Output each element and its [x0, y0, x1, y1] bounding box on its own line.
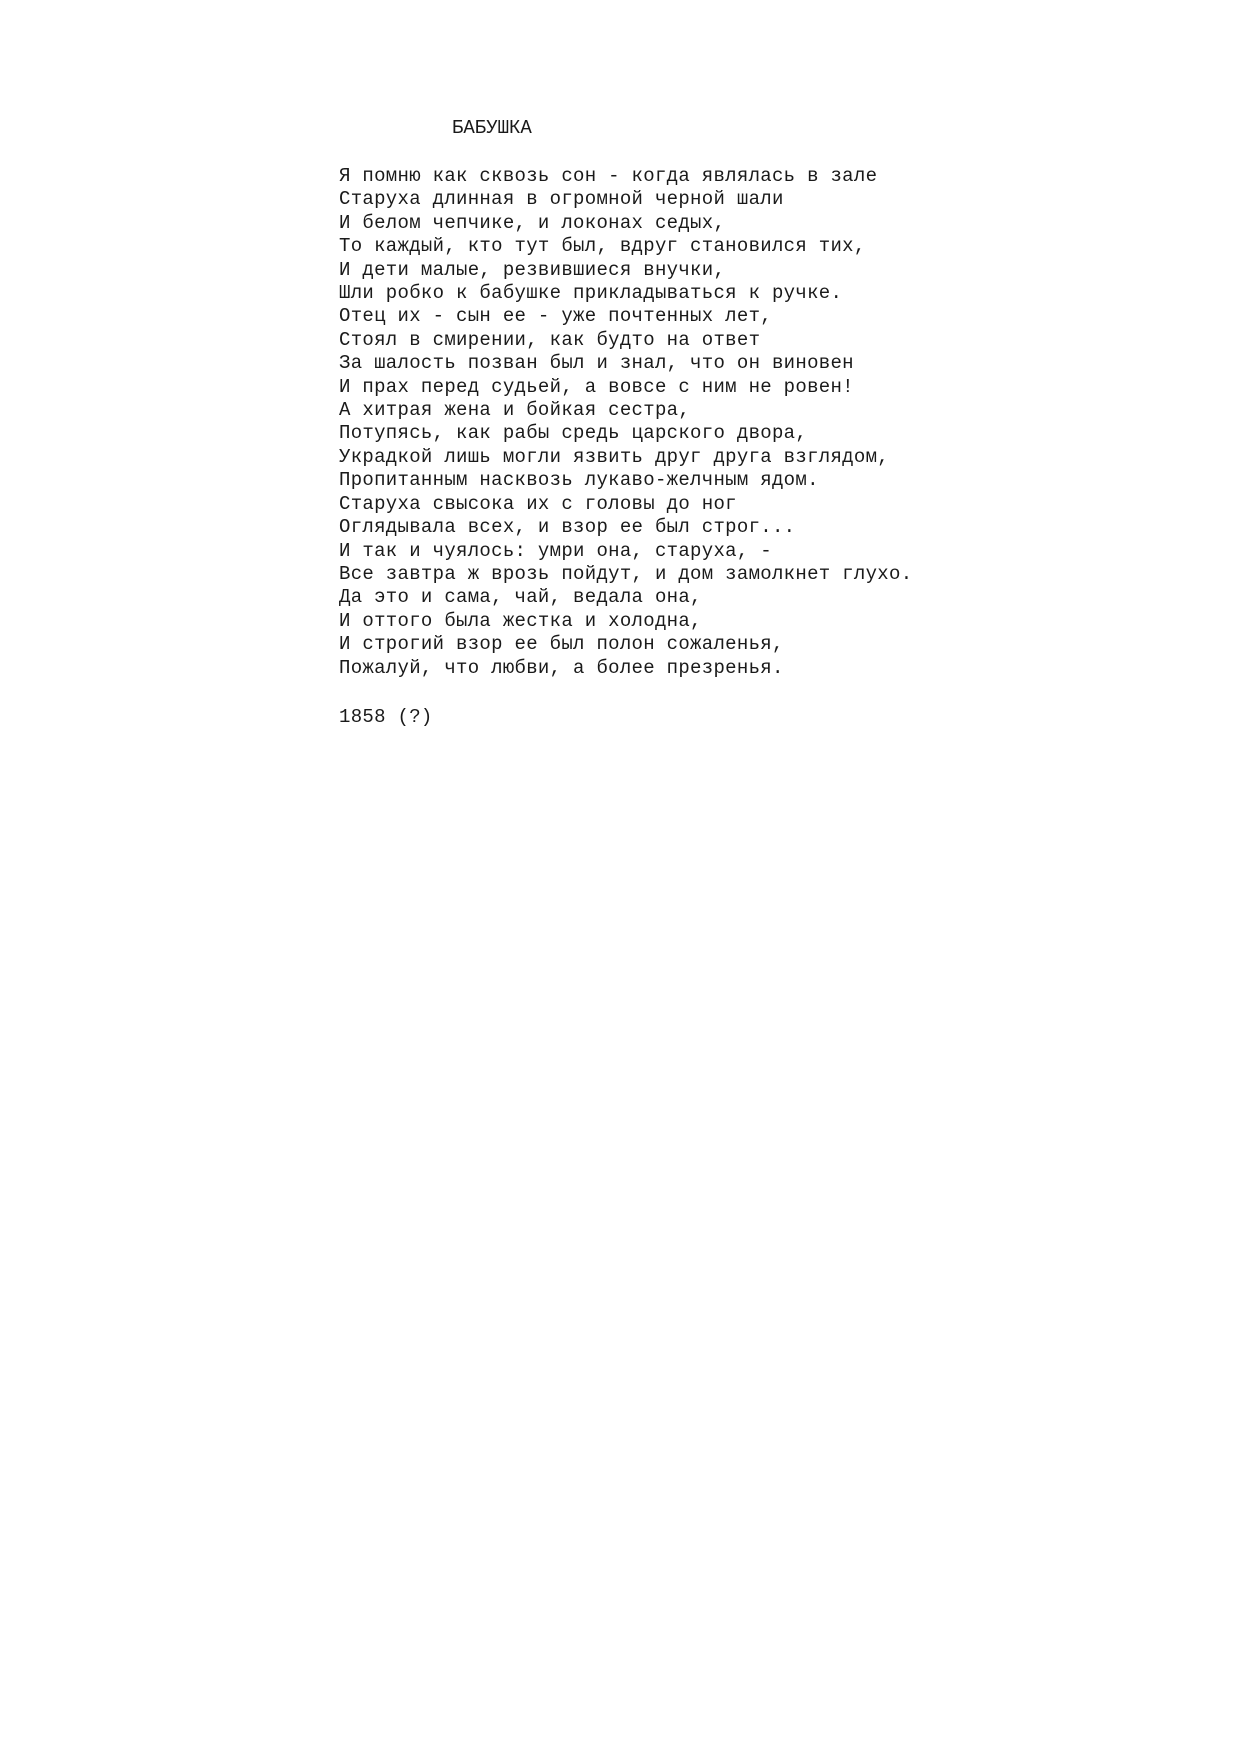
poem-line: Я помню как сквозь сон - когда являлась в зале	[339, 165, 878, 187]
poem-line: Отец их - сын ее - уже почтенных лет,	[339, 305, 772, 328]
poem-line: И белом чепчике, и локонах седых,	[339, 211, 726, 234]
poem-line: Пожалуй, что любви, а более презренья.	[339, 656, 784, 679]
poem-line: И дети малые, резвившиеся внучки,	[339, 258, 726, 281]
poem-line: За шалость позван был и знал, что он виновен	[339, 352, 854, 375]
poem-line: То каждый, кто тут был, вдруг становился тих,	[339, 235, 866, 258]
poem-line: Пропитанным насквозь лукаво-желчным ядом.	[339, 469, 819, 492]
poem-line: Все завтра ж врозь пойдут, и дом замолкнет глухо.	[339, 562, 913, 585]
poem-line: И так и чуялось: умри она, старуха, -	[339, 539, 772, 562]
poem-line: Оглядывала всех, и взор ее был строг...	[339, 516, 796, 539]
poem-line: И оттого была жестка и холодна,	[339, 609, 702, 632]
poem-line: Старуха свысока их с головы до ног	[339, 492, 737, 515]
poem-line: И прах перед судьей, а вовсе с ним не ровен!	[339, 375, 854, 398]
poem-body	[339, 165, 912, 680]
poem-line: Шли робко к бабушке прикладываться к ручке.	[339, 282, 843, 305]
poem-title: БАБУШКА	[452, 117, 532, 139]
poem-line: А хитрая жена и бойкая сестра,	[339, 399, 691, 422]
poem-line: Стоял в смирении, как будто на ответ	[339, 328, 761, 351]
poem-date: 1858 (?)	[339, 706, 433, 728]
poem-line: Старуха длинная в огромной черной шали	[339, 188, 784, 211]
poem-line: Украдкой лишь могли язвить друг друга взглядом,	[339, 445, 889, 468]
poem-line: Да это и сама, чай, ведала она,	[339, 586, 702, 609]
poem-line: Потупясь, как рабы средь царского двора,	[339, 422, 808, 445]
poem-line: И строгий взор ее был полон сожаленья,	[339, 633, 784, 656]
